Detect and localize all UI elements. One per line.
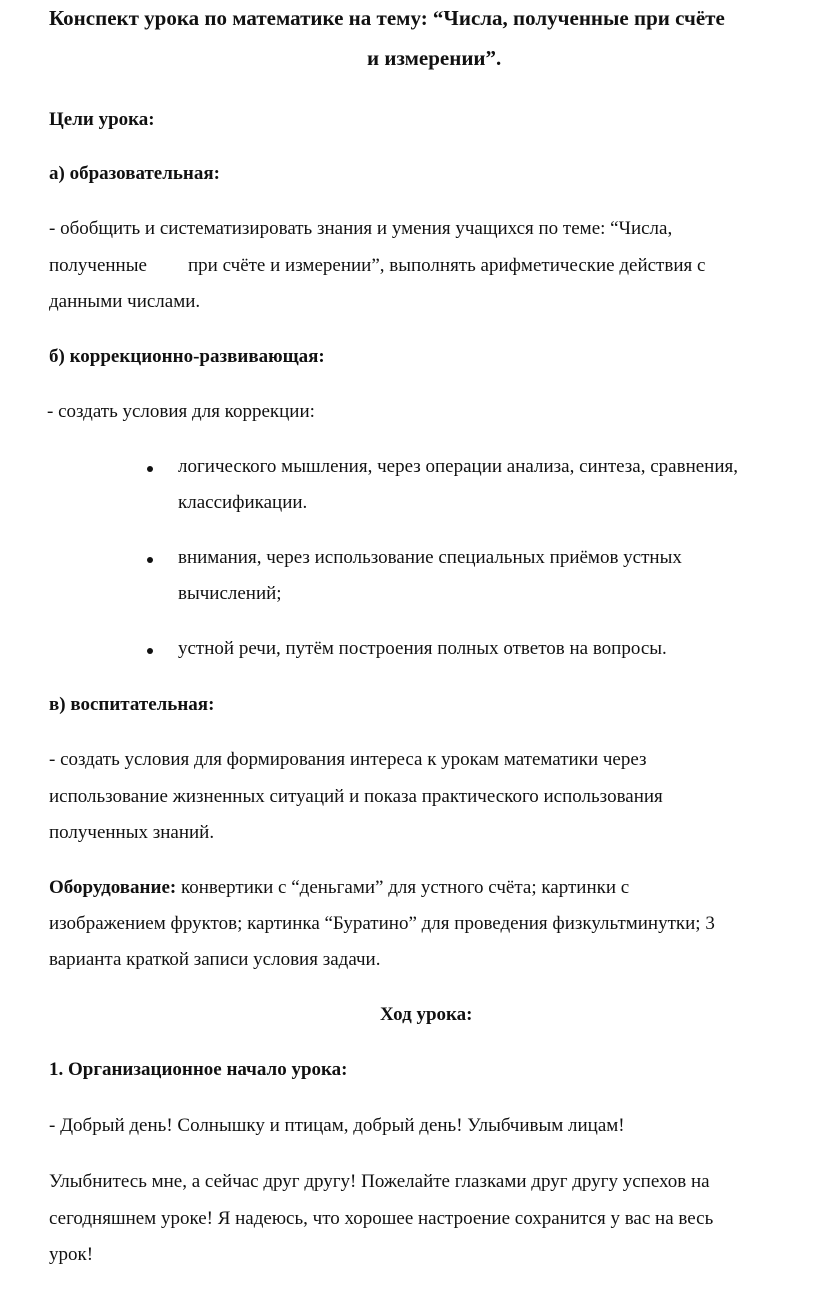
bullet-icon <box>147 466 153 472</box>
educational-text-line-1: - обобщить и систематизировать знания и умения учащихся по теме: “Числа, <box>49 218 673 239</box>
equipment-line-2: изображением фруктов; картинка “Буратино” для проведения физкультминутки; 3 <box>49 913 715 934</box>
upbringing-text-line-3: полученных знаний. <box>49 822 215 843</box>
bullet-item-3-line-1: устной речи, путём построения полных ответов на вопросы. <box>178 638 667 659</box>
bullet-item-2-line-1: внимания, через использование специальных приёмов устных <box>178 547 682 568</box>
step-1-text-line-1: Улыбнитесь мне, а сейчас друг другу! Пожелайте глазками друг другу успехов на <box>49 1171 710 1192</box>
page-title-line-2: и измерении”. <box>367 46 502 70</box>
lesson-heading: Ход урока: <box>380 1004 473 1025</box>
educational-heading: а) образовательная: <box>49 163 220 184</box>
bullet-icon <box>147 557 153 563</box>
upbringing-text-line-1: - создать условия для формирования интереса к урокам математики через <box>49 749 647 770</box>
equipment-line-1 <box>49 878 629 897</box>
bullet-item-2-line-2: вычислений; <box>178 583 282 604</box>
upbringing-text-line-2: использование жизненных ситуаций и показа практического использования <box>49 786 663 807</box>
correctional-heading: б) коррекционно-развивающая: <box>49 346 325 367</box>
educational-text-line-2b: при счёте и измерении”, выполнять арифметические действия с <box>188 255 706 276</box>
bullet-icon <box>147 648 153 654</box>
step-1-heading: 1. Организационное начало урока: <box>49 1059 348 1080</box>
bullet-item-1-line-2: классификации. <box>178 492 308 513</box>
step-1-text-line-2: сегодняшнем уроке! Я надеюсь, что хорошее настроение сохранится у вас на весь <box>49 1208 714 1229</box>
educational-text-line-2a: полученные <box>49 255 147 276</box>
step-1-greeting: - Добрый день! Солнышку и птицам, добрый день! Улыбчивым лицам! <box>49 1115 625 1136</box>
step-1-text-line-3: урок! <box>49 1244 94 1265</box>
correctional-intro: - создать условия для коррекции: <box>47 401 315 422</box>
equipment-line-3: варианта краткой записи условия задачи. <box>49 949 381 970</box>
upbringing-heading: в) воспитательная: <box>49 694 215 715</box>
equipment-label: Оборудование: <box>49 877 177 898</box>
page-title-line-1: Конспект урока по математике на тему: “Числа, полученные при счёте <box>49 6 725 30</box>
bullet-item-1-line-1: логического мышления, через операции анализа, синтеза, сравнения, <box>178 456 739 477</box>
goals-heading: Цели урока: <box>49 109 155 130</box>
educational-text-line-3: данными числами. <box>49 291 201 312</box>
equipment-text: конвертики с “деньгами” для устного счёта; картинки с <box>180 877 630 898</box>
